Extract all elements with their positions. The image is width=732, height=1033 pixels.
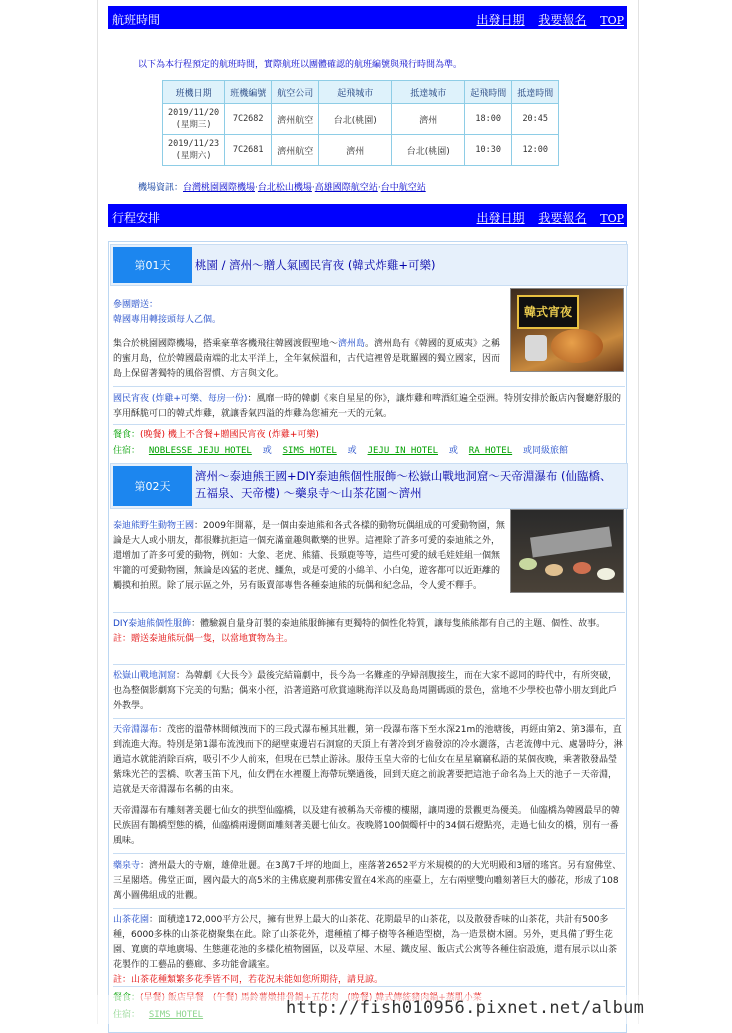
divider [113,664,625,665]
divider [113,986,625,987]
photo-sign-text: 韓式宵夜 [517,295,579,329]
flight-weekday: (星期六) [175,151,212,161]
day2-diy [113,617,625,647]
or-text: 或 [347,446,357,456]
teddy-keyword: 泰迪熊野生動物王國 [113,521,195,531]
col-date: 班機日期 [163,81,225,104]
flight-arr: 12:00 [512,135,559,166]
flight-dep: 10:30 [465,135,512,166]
flights-note: 以下為本行程預定的航班時間，實際航班以團體確認的航班編號與飛行時間為準。 [138,60,463,70]
signup-link[interactable]: 我要報名 [538,211,587,225]
hotel-name[interactable]: RA HOTEL [468,446,513,456]
flight-to: 濟州 [392,104,465,135]
col-airline: 航空公司 [272,81,319,104]
day1-title: 桃園 / 濟州～贈人氣國民宵夜 (韓式炸雞+可樂) [195,258,436,272]
signup-link[interactable]: 我要報名 [538,13,587,27]
flight-airline: 濟州航空 [272,135,319,166]
flights-header-title: 航班時間 [112,13,161,27]
departure-date-link[interactable]: 出發日期 [476,13,525,27]
divider [113,612,625,613]
camellia-text: ：面積達172,000平方公尺，擁有世界上最大的山茶花、花期最早的山茶花，以及散發香味的山茶花，共計有500多種，6000多株的山茶花樹聚集在此。除了山茶花外，還種植了椰子樹等各種造型樹，為一造景樹木園。另外，更具備了野生花園、寬廣的草地廣場、生態蓮花池的多樣化植物園區，以及草屋、木屋、鐵皮屋、飯店式公寓等各種住宿設施，還有展示以山茶花製作的工藝品的藝廊、多功能會議室。 [113,915,618,970]
day2-temple [113,859,625,904]
teddy-text: ：2009年開幕，是一個由泰迪熊和各式各樣的動物玩偶組成的可愛動物園，無論是大人或小朋友，都很難抗拒這一個充滿童趣與歡樂的世界。這裡除了許多可愛的泰迪熊之外，還增加了許多可愛的動物，例如：大象、老虎、熊貓、長頸鹿等等，這些可愛的絨毛娃娃組一個無牢籠的可愛動物園，無論是凶猛的老虎、鱷魚，或是可愛的小綿羊、小白兔，遊客都可以近距離的觸摸和拍照。除了展示區之外，另有販賣部專售各種泰迪熊的玩偶和紀念品，令人愛不釋手。 [113,521,505,591]
camellia-note: 註：山茶花種類繁多花季皆不同，若花況未能如您所期待，請見諒。 [113,975,384,985]
songak-text: ：為韓劇《大長今》最後完結篇劇中，長今為一名難產的孕婦剖腹接生，而在大家不認同的時代中，有所突破，也為整個影劇寫下完美的句點；偶來小徑，沿著道路可欣賞遠眺海洋以及島島周圍碼頭的景色，當地不少學校也帶小朋友到此戶外教學。 [113,671,618,711]
dish-shape [519,558,537,570]
intro-text: 。濟州島有《韓國的夏威夷》之稱的蜜月島，位於韓國最南端的北太平洋上，全年氣候溫和，古代這裡曾是耽羅國的獨立國家，因而島上保留著獨特的風俗習慣、方言與文化。 [113,339,501,379]
table-row [163,104,559,135]
dish-shape [597,568,615,580]
intro-keyword: 濟州島 [338,339,366,349]
watermark-text: http://fish010956.pixnet.net/album [286,998,645,1018]
day2-camellia [113,913,625,988]
airport-link-songshan[interactable]: 台北松山機場 [257,183,312,193]
sep: ‧ [377,183,381,193]
day1-gift [113,298,503,328]
col-to: 抵達城市 [392,81,465,104]
itinerary-header-bar [108,204,627,227]
day2-header [110,463,628,509]
chicken-shape [551,329,603,363]
diy-keyword: DIY泰迪熊個性服飾 [113,619,192,629]
day1-header [110,244,628,286]
flight-dep: 18:00 [465,104,512,135]
camellia-keyword: 山茶花園 [113,915,150,925]
snack-text: ：風靡一時的韓劇《來自星星的你》，讓炸雞和啤酒紅遍全亞洲。特別安排於飯店內餐廳舒服的享用酥脆可口的韓式炸雞，就讓香氣四溢的炸雞為您補充一天的元氣。 [113,394,621,419]
day1-number: 第01天 [113,247,192,283]
flight-date: 2019/11/23 [168,139,220,149]
top-link[interactable]: TOP [600,212,624,225]
col-flight-no: 班機編號 [225,81,272,104]
flight-to: 台北(桃園) [392,135,465,166]
flight-from: 濟州 [319,135,392,166]
flights-table [162,80,559,166]
fried-chicken-photo [510,288,624,372]
divider [113,424,625,425]
day1-meal [113,427,319,440]
day1-hotel [113,443,568,456]
waterfall-keyword: 天帝淵瀑布 [113,725,159,735]
day1-snack [113,392,625,422]
airport-link-taoyuan[interactable]: 台灣桃園國際機場 [183,183,256,193]
or-text: 或 [262,446,272,456]
day2-title: 濟州～泰迪熊王國+DIY泰迪熊個性服飾～松嶽山戰地洞窟～天帝淵瀑布 (仙臨橋、五福泉、天帝樓) ～藥泉寺～山茶花園～濟州 [195,469,612,500]
dish-shape [545,564,563,576]
hotel-name[interactable]: JEJU IN HOTEL [367,446,439,456]
flight-from: 台北(桃園) [319,104,392,135]
airport-link-taichung[interactable]: 台中航空站 [380,183,426,193]
divider [113,718,625,719]
gift-label: 參團贈送： [113,300,159,310]
hotel-name[interactable]: NOBLESSE JEJU HOTEL [148,446,252,456]
divider [113,386,625,387]
gift-text: 韓國專用轉接頭每人乙個。 [113,315,222,325]
departure-date-link[interactable]: 出發日期 [476,211,525,225]
day2-songak [113,669,625,714]
day1-intro [113,337,503,382]
grill-shape [530,527,612,558]
flight-no: 7C2682 [225,104,272,135]
top-link[interactable]: TOP [600,14,624,27]
hotel-tail: 或同級旅館 [523,446,569,456]
songak-keyword: 松嶽山戰地洞窟 [113,671,177,681]
table-row [163,135,559,166]
flight-date: 2019/11/20 [168,108,220,118]
flights-header-bar [108,6,627,29]
sep: ‧ [311,183,315,193]
intro-text: 集合於桃園國際機場，搭乘豪華客機飛往韓國渡假聖地～ [113,339,339,349]
flight-no: 7C2681 [225,135,272,166]
waterfall-text: ：茂密的溫帶林間傾洩而下的三段式瀑布極其壯觀，第一段瀑布落下至水深21m的池塘後，再經由第2、第3瀑布，直到流進大海。特別是第1瀑布流洩而下的絕壁東邊岩石洞窟的天頂上有著冷到牙齒發涼的冷水灑落，古老流傳中元、處暑時分，淋過這水就能消除百病，吸引不少人前來，但現在已禁止游泳。服侍玉皇大帝的七仙女在星星竊竊私語的某個夜晚，乘著散發晶瑩紫珠光芒的雲橋、吹著玉笛下凡，仙女們在水裡覆上海帶玩樂過後，回到天庭之前說著要把這池子命名為上天的池子－天帝淵，這就是天帝淵瀑布名稱的由來。 [113,725,623,795]
col-dep: 起飛時間 [465,81,512,104]
meal-label: 餐食： [113,430,141,440]
temple-keyword: 藥泉寺 [113,861,141,871]
flight-arr: 20:45 [512,104,559,135]
meal-text: (晚餐) 機上不含餐+贈國民宵夜 (炸雞+可樂) [140,430,319,440]
day2-bridge [113,804,625,849]
flight-airline: 濟州航空 [272,104,319,135]
snack-keyword: 國民宵夜 (炸雞+可樂、每房一份) [113,394,248,404]
hotel-label: 住宿： [113,446,141,456]
dish-shape [573,562,591,574]
divider [113,908,625,909]
flight-date-cell [163,135,225,166]
col-arr: 抵達時間 [512,81,559,104]
bridge-text: 天帝淵瀑布有雕刻著美麗七仙女的拱型仙臨橋，以及建有被稱為天帝樓的樓閣，讓周邊的景觀更為優美。 仙臨橋為韓國最早的韓民族固有鵲橋型態的橋，仙臨橋兩邊側面雕刻著美麗七仙女。夜晚將100個燭杆中的34個石燈點亮，走過七仙女的橋，別有一番風味。 [113,806,620,846]
hotel-name[interactable]: SIMS HOTEL [282,446,337,456]
diy-text: ：體驗親自量身訂製的泰迪熊服飾擁有更獨特的個性化特質，讓每隻熊熊都有自己的主題、個性、故事。 [191,619,606,629]
airport-info-label: 機場資訊： [138,183,184,193]
bowl-shape [525,335,547,361]
sep: ‧ [255,183,258,193]
diy-note: 註：贈送泰迪熊玩偶一隻，以當地實物為主。 [113,634,294,644]
restaurant-photo [510,509,624,593]
flights-table-header-row [163,81,559,104]
airport-info [138,180,426,193]
day2-teddy [113,519,505,594]
col-from: 起飛城市 [319,81,392,104]
day2-number: 第02天 [113,466,192,506]
day2-waterfall [113,723,625,798]
temple-text: ：濟州最大的寺廟，雄偉壯麗。在3萬7千坪的地面上，座落著2652平方米規模的的大光明殿和3層的瑤宮。另有窟佛堂、三星閣塔。佛堂正面，國內最大的高5米的主佛底慶剎那佛安置在4米高的座臺上，左右兩壁雙向雕刻著巨大的藤花，形成了108萬小圖佛組成的壯觀。 [113,861,622,901]
or-text: 或 [448,446,458,456]
airport-link-kaohsiung[interactable]: 高雄國際航空站 [314,183,378,193]
flight-weekday: (星期三) [175,120,212,130]
flight-date-cell [163,104,225,135]
divider [113,853,625,854]
itinerary-header-title: 行程安排 [112,211,161,225]
